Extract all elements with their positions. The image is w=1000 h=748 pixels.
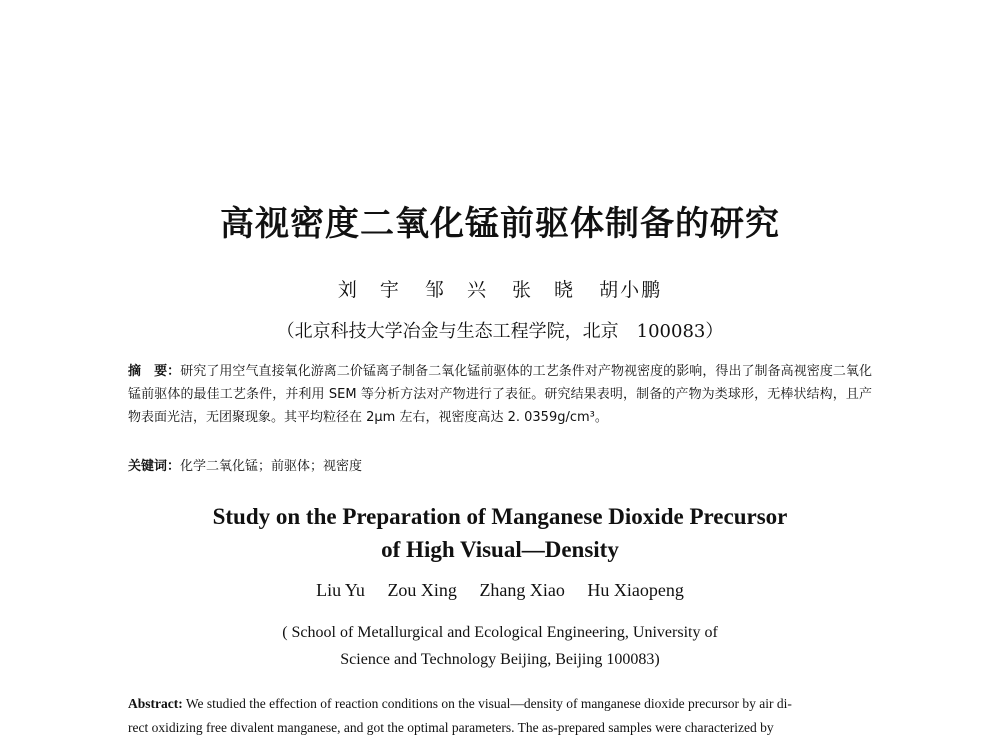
english-title-line-1: Study on the Preparation of Manganese Dioxide Precursor [212,504,788,529]
english-affiliation-line-1: ( School of Metallurgical and Ecological Engineering, University of [282,624,718,641]
author-3: 张 晓 [512,279,576,301]
english-author-1: Liu Yu [316,580,365,600]
english-author-2: Zou Xing [387,580,457,600]
author-1: 刘 宇 [337,279,401,301]
chinese-authors [0,275,1000,302]
chinese-abstract-label: 摘 要： [128,364,181,379]
english-abstract-line-2: rect oxidizing free divalent manganese, and got the optimal parameters. The as-prepared samples were characterized by [128,720,774,735]
chinese-abstract-text: 研究了用空气直接氧化游离二价锰离子制备二氧化锰前驱体的工艺条件对产物视密度的影响，得出了制备高视密度二氧化锰前驱体的最佳工艺条件，并利用 SEM 等分析方法对产物进行了表征。研究结果表明，制备的产物为类球形，无棒状结构，且产物表面光洁，无团聚现象。其平均粒径在 2μm 左右，视密度高达 2. 0359g/cm³。 [128,364,872,425]
english-abstract-line-1: We studied the effection of reaction conditions on the visual—density of manganese dioxide precursor by air di- [185,696,792,711]
chinese-keywords-label: 关键词： [128,459,181,474]
english-title-line-2: of High Visual—Density [381,537,619,562]
chinese-title: 高视密度二氧化锰前驱体制备的研究 [220,204,780,244]
english-title [0,500,1000,566]
english-author-3: Zhang Xiao [479,580,565,600]
english-affiliation [0,619,1000,673]
author-2: 邹 兴 [424,279,488,301]
chinese-keywords-text: 化学二氧化锰；前驱体；视密度 [180,459,363,474]
english-abstract [128,692,872,740]
chinese-abstract [128,360,872,429]
chinese-affiliation: （北京科技大学冶金与生态工程学院，北京 100083） [276,321,724,342]
chinese-keywords [128,457,872,477]
english-authors [0,580,1000,601]
english-author-4: Hu Xiaopeng [587,580,684,600]
english-affiliation-line-2: Science and Technology Beijing, Beijing 100083) [340,651,660,668]
author-4: 胡小鹏 [599,279,663,301]
english-abstract-label: Abstract: [128,696,183,711]
